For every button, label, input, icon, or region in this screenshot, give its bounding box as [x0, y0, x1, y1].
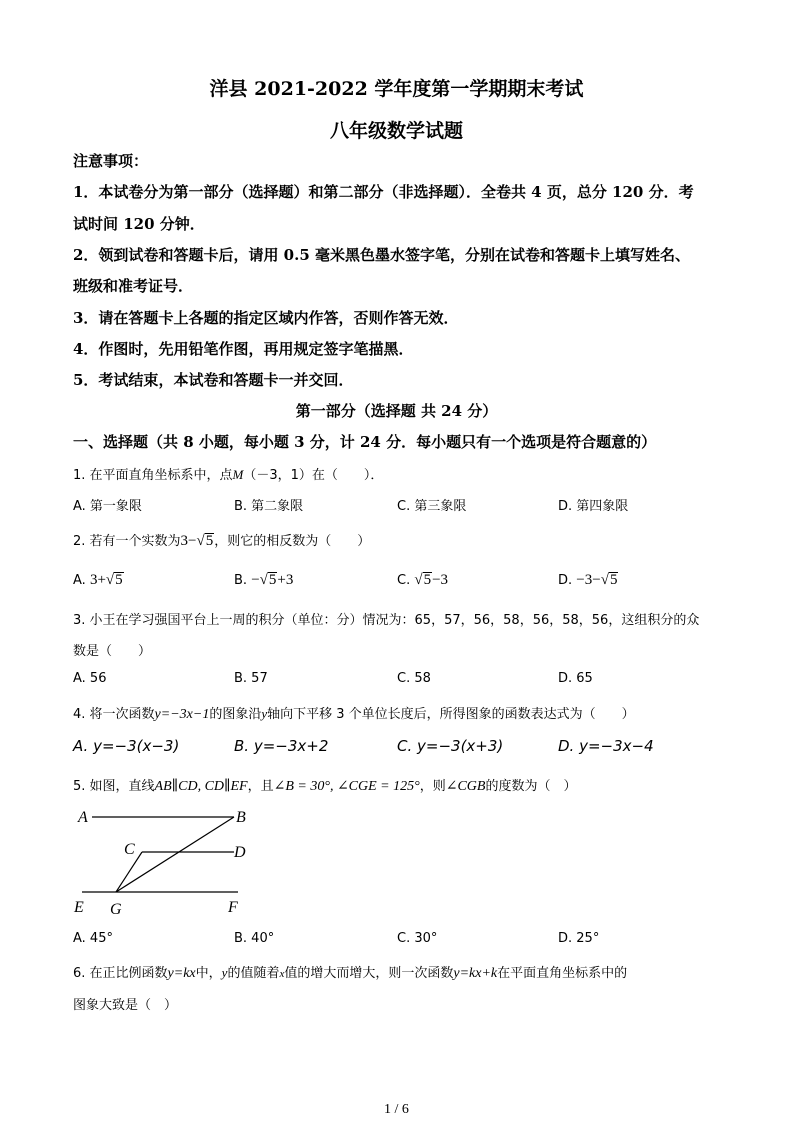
- label-g: G: [110, 901, 122, 918]
- question-3-line2: 数是（ ）: [73, 644, 152, 659]
- label-e: E: [74, 899, 84, 916]
- question-2: 2. 若有一个实数为3−√5，则它的相反数为（ ）: [73, 533, 371, 549]
- notice-item-1: 1．本试卷分为第一部分（选择题）和第二部分（非选择题）．全卷共 4 页，总分 120 分．考: [73, 183, 694, 201]
- q4-expr: y=−3x−1: [154, 707, 210, 722]
- q3-option-d[interactable]: D. 65: [558, 671, 593, 686]
- q4-option-c[interactable]: C. y=−3(x+3): [397, 737, 504, 755]
- question-6-line1: 6. 在正比例函数y=kx中，y的值随着x值的增大而增大，则一次函数y=kx+k在平面直角坐标系中的: [73, 965, 628, 981]
- q2-text-post: ，则它的相反数为（ ）: [214, 534, 371, 549]
- notice-item-3: 3．请在答题卡上各题的指定区域内作答，否则作答无效．: [73, 309, 459, 327]
- q1-text-post: （－3，1）在（ ）．: [243, 468, 384, 483]
- segment-gc: [116, 852, 142, 892]
- label-c: C: [124, 841, 135, 858]
- label-f: F: [228, 899, 238, 916]
- q4-option-a[interactable]: A. y=−3(x−3): [73, 737, 180, 755]
- section-heading: 一、选择题（共 8 小题，每小题 3 分，计 24 分．每小题只有一个选项是符合题意的）: [73, 433, 657, 451]
- q3-option-b[interactable]: B. 57: [234, 671, 268, 686]
- label-b: B: [236, 809, 246, 826]
- notice-item-5: 5．考试结束，本试卷和答题卡一并交回．: [73, 371, 354, 389]
- notice-heading: 注意事项：: [73, 152, 149, 170]
- exam-title: 洋县 2021-2022 学年度第一学期期末考试: [209, 78, 584, 100]
- q1-option-b[interactable]: B. 第二象限: [234, 499, 304, 514]
- q2-option-c[interactable]: C. √5−3: [397, 572, 449, 588]
- parallel-lines-figure: [70, 804, 260, 919]
- q2-expr: 3−: [180, 533, 197, 549]
- q1-option-d[interactable]: D. 第四象限: [558, 499, 629, 514]
- notice-item-4: 4．作图时，先用铅笔作图，再用规定签字笔描黑．: [73, 340, 414, 358]
- q5-option-d[interactable]: D. 25°: [558, 931, 600, 946]
- q4-option-d[interactable]: D. y=−3x−4: [558, 737, 654, 755]
- q1-point-name: M: [232, 467, 244, 482]
- q1-text-pre: 1. 在平面直角坐标系中，点: [73, 468, 233, 483]
- notice-item-2: 2．领到试卷和答题卡后，请用 0.5 毫米黑色墨水签字笔，分别在试卷和答题卡上填写姓名、: [73, 246, 690, 264]
- exam-subtitle: 八年级数学试题: [329, 120, 463, 142]
- notice-item-2-cont: 班级和准考证号．: [73, 277, 194, 295]
- question-4: 4. 将一次函数y=−3x−1的图象沿y轴向下平移 3 个单位长度后，所得图象的函数表达式为（ ）: [73, 706, 635, 722]
- part1-heading: 第一部分（选择题 共 24 分）: [295, 402, 498, 420]
- q2-option-a[interactable]: A. 3+√5: [73, 572, 123, 588]
- question-6-line2: 图象大致是（ ）: [73, 998, 178, 1013]
- q2-option-d[interactable]: D. −3−√5: [558, 572, 618, 588]
- q1-option-c[interactable]: C. 第三象限: [397, 499, 467, 514]
- label-a: A: [78, 809, 88, 826]
- q4-option-b[interactable]: B. y=−3x+2: [234, 737, 329, 755]
- question-3-line1: 3. 小王在学习强国平台上一周的积分（单位：分）情况为：65，57，56，58，56，58，56，这组积分的众: [73, 613, 700, 628]
- q5-option-a[interactable]: A. 45°: [73, 931, 113, 946]
- q3-option-c[interactable]: C. 58: [397, 671, 431, 686]
- q5-option-b[interactable]: B. 40°: [234, 931, 275, 946]
- q2-radicand: 5: [205, 533, 214, 549]
- q2-text-pre: 2. 若有一个实数为: [73, 534, 181, 549]
- label-d: D: [234, 844, 246, 861]
- q2-option-b[interactable]: B. −√5+3: [234, 572, 294, 588]
- page-number: 1 / 6: [384, 1102, 409, 1117]
- q1-option-a[interactable]: A. 第一象限: [73, 499, 142, 514]
- q5-option-c[interactable]: C. 30°: [397, 931, 438, 946]
- notice-item-1-cont: 试时间 120 分钟．: [73, 215, 205, 233]
- q3-option-a[interactable]: A. 56: [73, 671, 107, 686]
- question-1: [73, 464, 383, 483]
- question-5: 5. 如图，直线AB∥CD, CD∥EF，且∠B = 30°, ∠CGE = 125°，则∠CGB的度数为（ ）: [73, 779, 577, 794]
